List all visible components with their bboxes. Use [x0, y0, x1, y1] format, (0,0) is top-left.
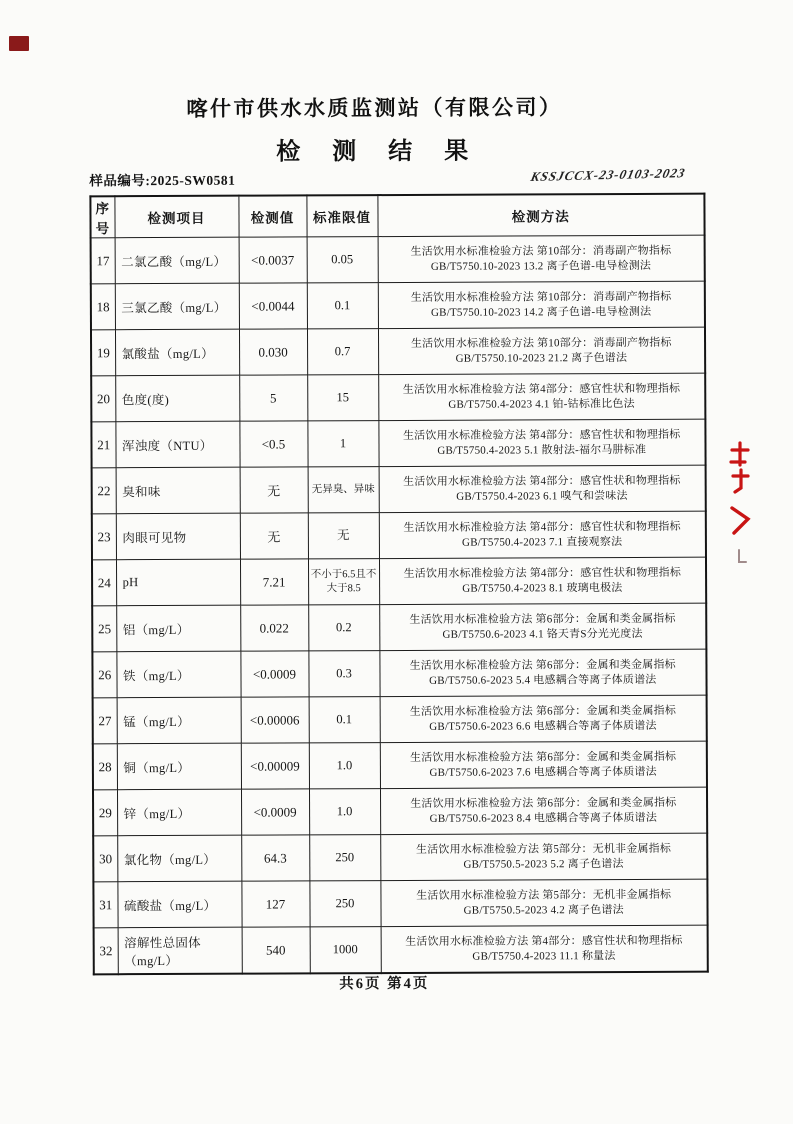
test-method: 生活饮用水标准检验方法 第6部分：金属和类金属指标 GB/T5750.6-2023 4.1 铬天青S分光光度法 — [379, 603, 706, 650]
standard-limit: 无异臭、异味 — [308, 467, 379, 513]
table-row — [92, 511, 706, 560]
standard-limit: 1.0 — [309, 789, 380, 835]
measured-value: 7.21 — [240, 559, 308, 605]
standard-limit: 1 — [307, 421, 378, 467]
table-row — [91, 327, 705, 376]
measured-value: 0.030 — [239, 329, 307, 375]
col-header-item: 检测项目 — [114, 196, 238, 238]
item-name: 铝（mg/L） — [116, 605, 240, 652]
measured-value: <0.0009 — [240, 651, 308, 697]
table-row — [93, 741, 707, 790]
row-index: 29 — [93, 790, 117, 836]
row-index: 25 — [92, 606, 116, 652]
sample-number: 样品编号:2025-SW0581 — [89, 172, 236, 189]
row-index: 22 — [92, 468, 116, 514]
test-method: 生活饮用水标准检验方法 第10部分：消毒副产物指标 GB/T5750.10-2023 21.2 离子色谱法 — [378, 327, 705, 374]
table-row — [92, 649, 706, 698]
item-name: pH — [116, 559, 240, 606]
table-header-row — [90, 194, 704, 238]
table-row — [93, 787, 707, 836]
row-index: 30 — [93, 836, 117, 882]
row-index: 27 — [93, 698, 117, 744]
table-row — [93, 879, 707, 928]
item-name: 硫酸盐（mg/L） — [117, 881, 241, 928]
item-name: 氯酸盐（mg/L） — [115, 329, 239, 376]
page-number: 共6页 第4页 — [339, 975, 430, 993]
measured-value: <0.0037 — [239, 237, 307, 283]
measured-value: <0.00006 — [241, 697, 309, 743]
col-header-index: 序号 — [90, 196, 114, 238]
table-row — [93, 695, 707, 744]
standard-limit: 不小于6.5且不大于8.5 — [308, 559, 379, 605]
measured-value: <0.5 — [239, 421, 307, 467]
test-method: 生活饮用水标准检验方法 第5部分：无机非金属指标 GB/T5750.5-2023 4.2 离子色谱法 — [380, 879, 707, 926]
measured-value: 127 — [241, 881, 309, 927]
meta-line — [89, 167, 703, 190]
test-method: 生活饮用水标准检验方法 第4部分：感官性状和物理指标 GB/T5750.4-2023 11.1 称量法 — [381, 925, 708, 973]
test-method: 生活饮用水标准检验方法 第6部分：金属和类金属指标 GB/T5750.6-2023 8.4 电感耦合等离子体质谱法 — [380, 787, 707, 834]
test-results-table — [89, 193, 708, 976]
red-corner-mark — [9, 36, 29, 51]
standard-limit: 无 — [308, 513, 379, 559]
item-name: 二氯乙酸（mg/L） — [115, 237, 239, 284]
standard-limit: 1.0 — [309, 743, 380, 789]
item-name: 锰（mg/L） — [117, 697, 241, 744]
report-code-stamp: KSSJCCX-23-0103-2023 — [529, 165, 688, 185]
item-name: 臭和味 — [116, 467, 240, 514]
test-method: 生活饮用水标准检验方法 第4部分：感官性状和物理指标 GB/T5750.4-2023 8.1 玻璃电极法 — [379, 557, 706, 604]
measured-value: 5 — [239, 375, 307, 421]
test-method: 生活饮用水标准检验方法 第4部分：感官性状和物理指标 GB/T5750.4-2023 7.1 直接观察法 — [379, 511, 706, 558]
row-index: 32 — [94, 928, 118, 975]
standard-limit: 1000 — [310, 927, 381, 974]
col-header-method: 检测方法 — [377, 194, 704, 237]
standard-limit: 250 — [309, 881, 380, 927]
table-row — [91, 373, 705, 422]
table-row — [92, 557, 706, 606]
row-index: 24 — [92, 560, 116, 606]
test-method: 生活饮用水标准检验方法 第4部分：感官性状和物理指标 GB/T5750.4-2023 6.1 嗅气和尝味法 — [379, 465, 706, 512]
table-row — [91, 419, 705, 468]
row-index: 31 — [93, 882, 117, 928]
red-ink-annotation — [722, 438, 768, 608]
measured-value: 0.022 — [240, 605, 308, 651]
standard-limit: 250 — [309, 835, 380, 881]
document-title: 检 测 结 果 — [276, 138, 482, 166]
measured-value: <0.00009 — [241, 743, 309, 789]
table-row — [94, 925, 708, 974]
item-name: 色度(度) — [115, 375, 239, 422]
col-header-value: 检测值 — [238, 195, 306, 237]
table-row — [91, 281, 705, 330]
test-method: 生活饮用水标准检验方法 第10部分：消毒副产物指标 GB/T5750.10-2023 14.2 离子色谱-电导检测法 — [378, 281, 705, 328]
measured-value: 64.3 — [241, 835, 309, 881]
standard-limit: 0.2 — [308, 605, 379, 651]
measured-value: 540 — [242, 927, 310, 974]
row-index: 28 — [93, 744, 117, 790]
measured-value: <0.0044 — [239, 283, 307, 329]
standard-limit: 0.1 — [309, 697, 380, 743]
standard-limit: 0.05 — [307, 237, 378, 283]
table-row — [92, 603, 706, 652]
standard-limit: 0.1 — [307, 283, 378, 329]
measured-value: 无 — [240, 513, 308, 559]
test-method: 生活饮用水标准检验方法 第5部分：无机非金属指标 GB/T5750.5-2023 5.2 离子色谱法 — [380, 833, 707, 880]
table-row — [92, 465, 706, 514]
col-header-limit: 标准限值 — [306, 195, 377, 237]
item-name: 铜（mg/L） — [117, 743, 241, 790]
row-index: 26 — [92, 652, 116, 698]
table-row — [93, 833, 707, 882]
item-name: 铁（mg/L） — [116, 651, 240, 698]
standard-limit: 15 — [307, 375, 378, 421]
measured-value: 无 — [240, 467, 308, 513]
item-name: 氯化物（mg/L） — [117, 835, 241, 882]
item-name: 肉眼可见物 — [116, 513, 240, 560]
row-index: 23 — [92, 514, 116, 560]
test-method: 生活饮用水标准检验方法 第6部分：金属和类金属指标 GB/T5750.6-2023 6.6 电感耦合等离子体质谱法 — [380, 695, 707, 742]
row-index: 18 — [91, 284, 115, 330]
item-name: 浑浊度（NTU） — [115, 421, 239, 468]
test-method: 生活饮用水标准检验方法 第10部分：消毒副产物指标 GB/T5750.10-2023 13.2 离子色谱-电导检测法 — [378, 235, 705, 282]
standard-limit: 0.3 — [308, 651, 379, 697]
row-index: 19 — [91, 330, 115, 376]
row-index: 20 — [91, 376, 115, 422]
test-method: 生活饮用水标准检验方法 第4部分：感官性状和物理指标 GB/T5750.4-2023 4.1 铂-钴标准比色法 — [378, 373, 705, 420]
table-row — [91, 235, 705, 284]
test-method: 生活饮用水标准检验方法 第4部分：感官性状和物理指标 GB/T5750.4-2023 5.1 散射法-福尔马肼标准 — [378, 419, 705, 466]
organization-title: 喀什市供水水质监测站（有限公司） — [186, 95, 563, 121]
row-index: 17 — [91, 238, 115, 284]
test-method: 生活饮用水标准检验方法 第6部分：金属和类金属指标 GB/T5750.6-2023 7.6 电感耦合等离子体质谱法 — [380, 741, 707, 788]
item-name: 锌（mg/L） — [117, 789, 241, 836]
item-name: 三氯乙酸（mg/L） — [115, 283, 239, 330]
standard-limit: 0.7 — [307, 329, 378, 375]
row-index: 21 — [91, 422, 115, 468]
item-name: 溶解性总固体（mg/L） — [118, 927, 242, 974]
measured-value: <0.0009 — [241, 789, 309, 835]
test-method: 生活饮用水标准检验方法 第6部分：金属和类金属指标 GB/T5750.6-2023 5.4 电感耦合等离子体质谱法 — [379, 649, 706, 696]
